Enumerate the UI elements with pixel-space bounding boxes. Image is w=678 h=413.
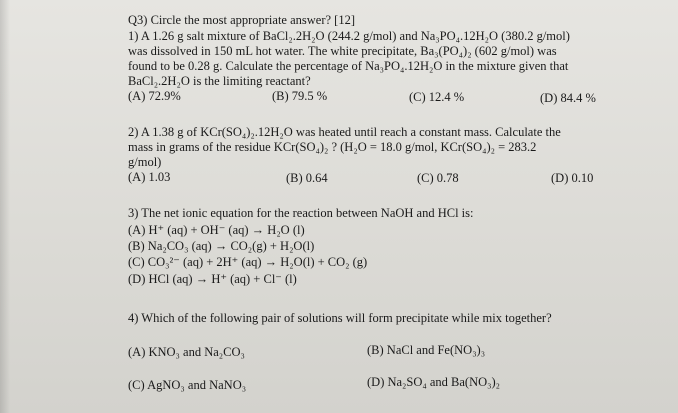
q1-line-3: found to be 0.28 g. Calculate the percentage of Na₃PO₄.12H₂O in the mixture given that	[128, 59, 569, 73]
q1-option-d[interactable]: (D) 84.4 %	[540, 91, 596, 105]
section-header: Q3) Circle the most appropriate answer? [12]	[128, 13, 356, 27]
q2-option-b[interactable]: (B) 0.64	[286, 171, 328, 185]
q2-option-c[interactable]: (C) 0.78	[417, 171, 459, 185]
q1-line-4: BaCl₂.2H₂O is the limiting reactant?	[128, 74, 311, 88]
q4-stem: 4) Which of the following pair of solutions will form precipitate while mix together?	[128, 311, 552, 325]
q1-option-b[interactable]: (B) 79.5 %	[272, 89, 328, 103]
q3-option-c[interactable]: (C) CO₃²⁻ (aq) + 2H⁺ (aq) → H₂O(l) + CO₂ (g)	[128, 255, 368, 269]
q2-line-3: g/mol)	[128, 155, 162, 169]
q2-option-a[interactable]: (A) 1.03	[128, 170, 171, 184]
q3-option-d[interactable]: (D) HCl (aq) → H⁺ (aq) + Cl⁻ (l)	[128, 272, 297, 286]
q2-line-2: mass in grams of the residue KCr(SO₄)₂ ? (H₂O = 18.0 g/mol, KCr(SO₄)₂ = 283.2	[128, 140, 537, 154]
q4-option-a[interactable]: (A) KNO₃ and Na₂CO₃	[128, 345, 245, 359]
q4-option-c[interactable]: (C) AgNO₃ and NaNO₃	[128, 378, 247, 392]
q4-option-b[interactable]: (B) NaCl and Fe(NO₃)₃	[367, 343, 486, 357]
q1-line-1: 1) A 1.26 g salt mixture of BaCl₂.2H₂O (244.2 g/mol) and Na₃PO₄.12H₂O (380.2 g/mol)	[128, 29, 570, 43]
q3-option-a[interactable]: (A) H⁺ (aq) + OH⁻ (aq) → H₂O (l)	[128, 223, 305, 237]
q3-option-b[interactable]: (B) Na₂CO₃ (aq) → CO₂(g) + H₂O(l)	[128, 239, 315, 253]
page-edge-shadow	[0, 0, 10, 413]
q1-option-a[interactable]: (A) 72.9%	[128, 89, 181, 103]
q1-option-c[interactable]: (C) 12.4 %	[409, 90, 465, 104]
q2-option-d[interactable]: (D) 0.10	[551, 171, 594, 185]
q2-line-1: 2) A 1.38 g of KCr(SO₄)₂.12H₂O was heated until reach a constant mass. Calculate the	[128, 125, 561, 139]
q4-option-d[interactable]: (D) Na₂SO₄ and Ba(NO₃)₂	[367, 375, 501, 389]
q1-line-2: was dissolved in 150 mL hot water. The white precipitate, Ba₃(PO₄)₂ (602 g/mol) was	[128, 44, 557, 58]
q3-stem: 3) The net ionic equation for the reaction between NaOH and HCl is:	[128, 206, 474, 220]
